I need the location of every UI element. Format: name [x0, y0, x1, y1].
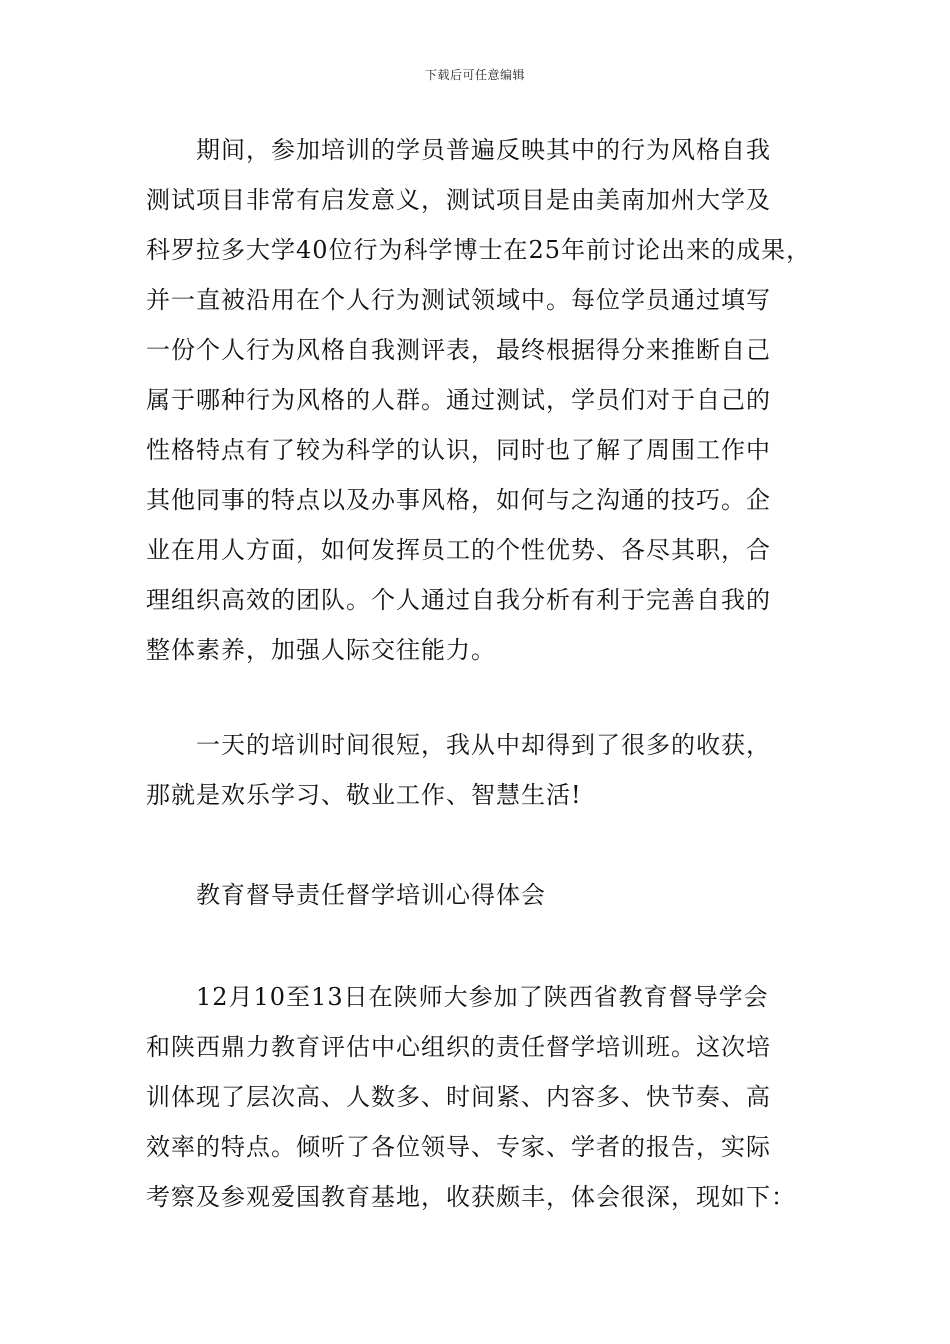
- paragraph-line: 考察及参观爱国教育基地，收获颇丰，体会很深，现如下：: [146, 1183, 796, 1211]
- paragraph-line: 效率的特点。倾听了各位领导、专家、学者的报告，实际: [146, 1133, 771, 1161]
- section-title-text: 教育督导责任督学培训心得体会: [196, 881, 546, 909]
- paragraph-line: 一天的培训时间很短，我从中却得到了很多的收获，: [196, 731, 771, 759]
- paragraph-personality-test: [146, 125, 816, 675]
- header-note: 下载后可任意编辑: [424, 68, 525, 82]
- paragraph-summary: [146, 720, 816, 820]
- paragraph-line: 并一直被沿用在个人行为测试领域中。每位学员通过填写: [146, 286, 771, 314]
- paragraph-line: 测试项目非常有启发意义，测试项目是由美南加州大学及: [146, 186, 771, 214]
- paragraph-line: 训体现了层次高、人数多、时间紧、内容多、快节奏、高: [146, 1083, 771, 1111]
- paragraph-line: 科罗拉多大学40位行为科学博士在25年前讨论出来的成果，: [146, 236, 812, 264]
- paragraph-line: 期间，参加培训的学员普遍反映其中的行为风格自我: [196, 136, 771, 164]
- paragraph-line: 理组织高效的团队。个人通过自我分析有利于完善自我的: [146, 586, 771, 614]
- paragraph-line: 整体素养，加强人际交往能力。: [146, 636, 496, 664]
- paragraph-line: 和陕西鼎力教育评估中心组织的责任督学培训班。这次培: [146, 1033, 771, 1061]
- paragraph-line: 那就是欢乐学习、敬业工作、智慧生活!: [146, 781, 582, 809]
- paragraph-line: 业在用人方面，如何发挥员工的个性优势、各尽其职，合: [146, 536, 771, 564]
- paragraph-line: 一份个人行为风格自我测评表，最终根据得分来推断自己: [146, 336, 771, 364]
- paragraph-line: 12月10至13日在陕师大参加了陕西省教育督导学会: [196, 983, 769, 1011]
- paragraph-line: 其他同事的特点以及办事风格，如何与之沟通的技巧。企: [146, 486, 771, 514]
- paragraph-line: 属于哪种行为风格的人群。通过测试，学员们对于自己的: [146, 386, 771, 414]
- section-title: [146, 870, 816, 920]
- paragraph-line: 性格特点有了较为科学的认识，同时也了解了周围工作中: [146, 436, 771, 464]
- paragraph-training-intro: [146, 972, 816, 1222]
